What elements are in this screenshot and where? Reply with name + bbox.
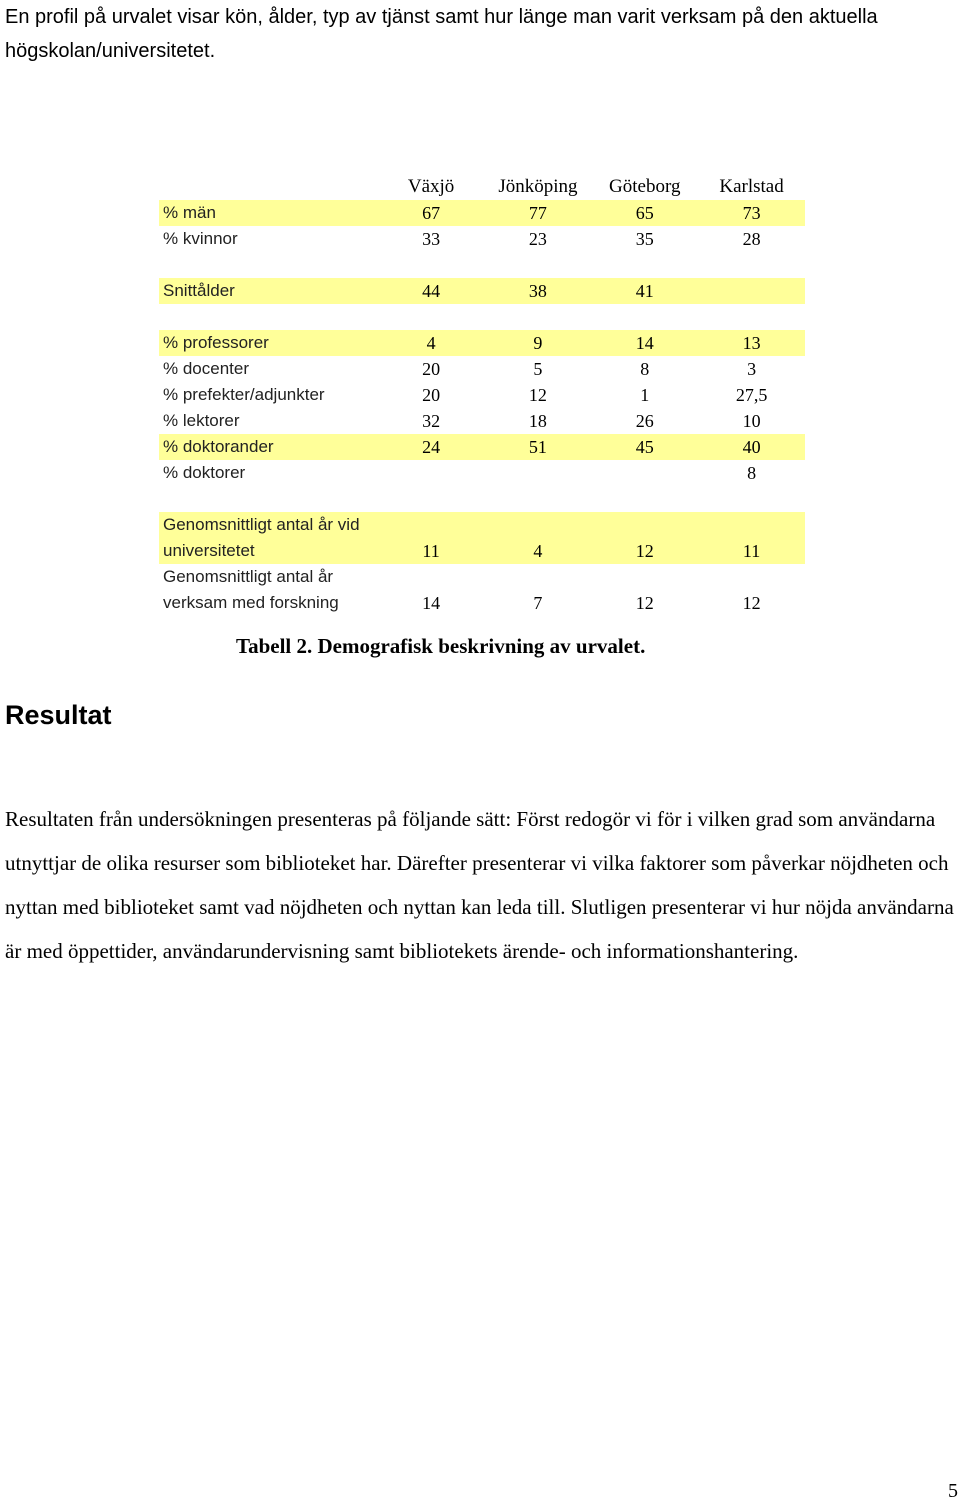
table-row	[159, 564, 805, 616]
row-label: % professorer	[163, 333, 269, 352]
row-label: % prefekter/adjunkter	[163, 385, 325, 404]
table-header-cell: Göteborg	[609, 176, 681, 197]
table-row	[159, 330, 805, 356]
table-cell: 23	[528, 229, 547, 249]
table-cell: 3	[747, 359, 757, 379]
table-cell: 32	[422, 411, 441, 431]
table-cell: 8	[640, 359, 650, 379]
table-row	[159, 200, 805, 226]
table-cell: 11	[742, 541, 761, 561]
table-caption: Tabell 2. Demografisk beskrivning av urvalet.	[236, 634, 646, 658]
table-cell: 27,5	[735, 385, 768, 405]
table-cell: 14	[635, 333, 654, 353]
page-number: 5	[948, 1480, 958, 1502]
table-cell: 24	[422, 437, 441, 457]
table-cell: 8	[747, 463, 757, 483]
row-spacer	[159, 486, 805, 512]
row-label: % lektorer	[163, 411, 240, 430]
table-cell: 12	[635, 541, 654, 561]
table-header-cell: Jönköping	[498, 176, 578, 197]
table-cell: 9	[533, 333, 543, 353]
table-cell: 13	[742, 333, 761, 353]
table-row	[159, 278, 805, 304]
demographics-table	[159, 174, 805, 616]
table-cell: 45	[635, 437, 654, 457]
table-cell: 12	[742, 593, 761, 613]
table-cell: 65	[635, 203, 654, 223]
row-spacer	[159, 252, 805, 278]
row-label: % män	[163, 203, 216, 222]
table-cell: 26	[635, 411, 654, 431]
table-cell: 73	[742, 203, 761, 223]
table-cell: 20	[422, 385, 441, 405]
table-row	[159, 356, 805, 382]
table-cell: 1	[640, 385, 650, 405]
table-cell: 11	[422, 541, 440, 561]
row-spacer	[159, 304, 805, 330]
table-cell: 20	[422, 359, 441, 379]
table-header-cell: Karlstad	[719, 176, 784, 197]
row-label: % doktorander	[163, 437, 274, 456]
table-cell: 51	[528, 437, 547, 457]
section-heading: Resultat	[5, 700, 112, 730]
table-header-cell: Växjö	[407, 176, 455, 197]
table-cell: 77	[528, 203, 547, 223]
table-cell: 4	[426, 333, 436, 353]
table-cell: 33	[422, 229, 441, 249]
table-cell: 44	[422, 281, 441, 301]
table-row	[159, 434, 805, 460]
table-cell: 41	[635, 281, 654, 301]
table-cell: 18	[528, 411, 547, 431]
table-row	[159, 512, 805, 564]
row-label: % docenter	[163, 359, 249, 378]
table-cell: 67	[422, 203, 441, 223]
table-cell: 28	[742, 229, 761, 249]
table-cell: 14	[422, 593, 441, 613]
table-row	[159, 382, 805, 408]
table-row	[159, 460, 805, 486]
table-row	[159, 408, 805, 434]
table-cell: 7	[533, 593, 543, 613]
row-label: Snittålder	[163, 281, 235, 300]
table-cell: 5	[533, 359, 543, 379]
row-label: Genomsnittligt antal år vid universitetet	[163, 515, 360, 560]
table-cell: 4	[533, 541, 543, 561]
table-cell: 10	[742, 411, 761, 431]
table-cell: 40	[742, 437, 761, 457]
table-cell: 12	[635, 593, 654, 613]
table-cell: 35	[635, 229, 654, 249]
table-cell: 38	[528, 281, 547, 301]
row-label: % kvinnor	[163, 229, 238, 248]
table-row	[159, 226, 805, 252]
body-paragraph: Resultaten från undersökningen presenteras på följande sätt: Först redogör vi för i vilken grad som användarna utnyttjar de olika resurser som biblioteket har. Därefter presenterar vi vilka faktorer som påverkar nöjdheten och nyttan med biblioteket samt vad nöjdheten och nyttan kan leda till. Slutligen presenterar vi hur nöjda användarna är med öppettider, användarundervisning samt bibliotekets ärende- och informationshantering.	[5, 807, 954, 963]
intro-paragraph: En profil på urvalet visar kön, ålder, typ av tjänst samt hur länge man varit verksam på den aktuella högskolan/universitetet.	[5, 6, 878, 62]
row-label: % doktorer	[163, 463, 246, 482]
table-header-row	[159, 174, 805, 200]
table-cell: 12	[528, 385, 547, 405]
row-label: Genomsnittligt antal år verksam med forskning	[163, 567, 339, 612]
